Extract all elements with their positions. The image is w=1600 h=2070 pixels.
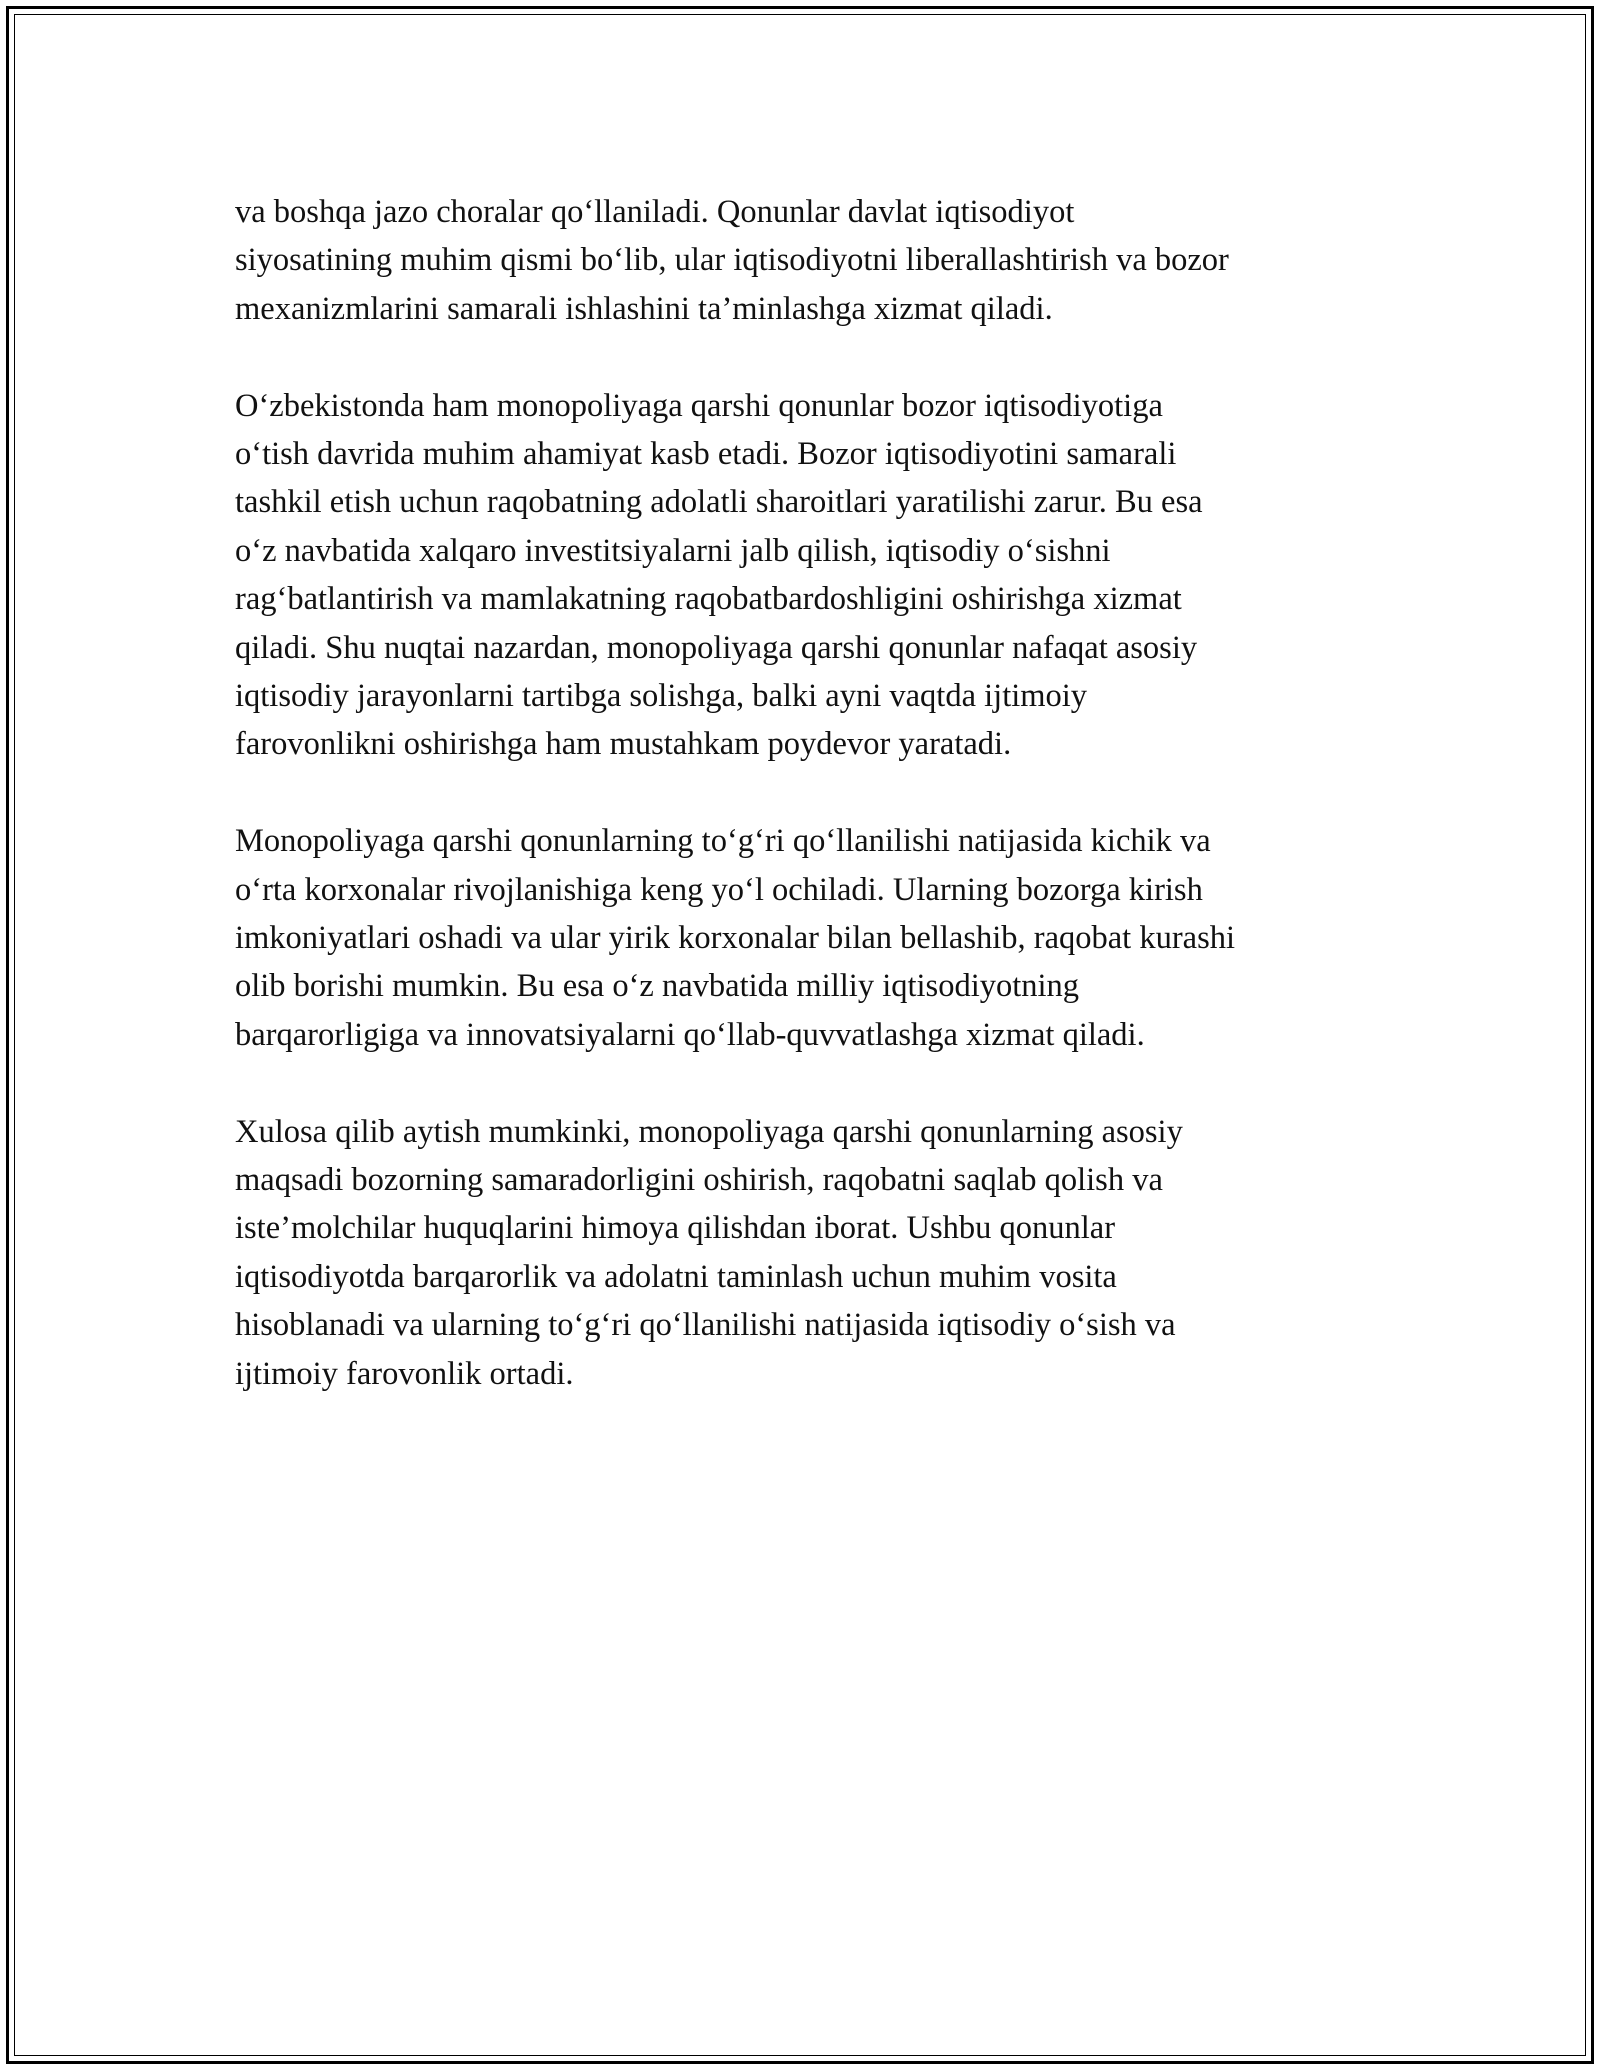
paragraph-1: va boshqa jazo choralar qo‘llaniladi. Qonunlar davlat iqtisodiyot siyosatining muhim qismi bo‘lib, ular iqtisodiyotni liberallashtirish va bozor mexanizmlarini samarali ishlashini ta’minlashga xizmat qiladi. — [235, 194, 1229, 327]
paragraph-2: O‘zbekistonda ham monopoliyaga qarshi qonunlar bozor iqtisodiyotiga o‘tish davrida muhim ahamiyat kasb etadi. Bozor iqtisodiyotini samarali tashkil etish uchun raqobatning adolatli sharoitlari yaratilishi zarur. Bu esa o‘z navbatida xalqaro investitsiyalarni jalb qilish, iqtisodiy o‘sishni rag‘batlantirish va mamlakatning raqobatbardoshligini oshirishga xizmat qiladi. Shu nuqtai nazardan, monopoliyaga qarshi qonunlar nafaqat asosiy iqtisodiy jarayonlarni tartibga solishga, balki ayni vaqtda ijtimoiy farovonlikni oshirishga ham mustahkam poydevor yaratadi. — [235, 387, 1203, 763]
paragraph-4: Xulosa qilib aytish mumkinki, monopoliyaga qarshi qonunlarning asosiy maqsadi bozorning samaradorligini oshirish, raqobatni saqlab qolish va iste’molchilar huquqlarini himoya qilishdan iborat. Ushbu qonunlar iqtisodiyotda barqarorlik va adolatni taminlash uchun muhim vosita hisoblanadi va ularning to‘g‘ri qo‘llanilishi natijasida iqtisodiy o‘sish va ijtimoiy farovonlik ortadi. — [235, 1113, 1183, 1392]
document-body — [235, 188, 1370, 1447]
paragraph-3: Monopoliyaga qarshi qonunlarning to‘g‘ri qo‘llanilishi natijasida kichik va o‘rta korxonalar rivojlanishiga keng yo‘l ochiladi. Ularning bozorga kirish imkoniyatlari oshadi va ular yirik korxonalar bilan bellashib, raqobat kurashi olib borishi mumkin. Bu esa o‘z navbatida milliy iqtisodiyotning barqarorligiga va innovatsiyalarni qo‘llab-quvvatlashga xizmat qiladi. — [235, 823, 1236, 1053]
